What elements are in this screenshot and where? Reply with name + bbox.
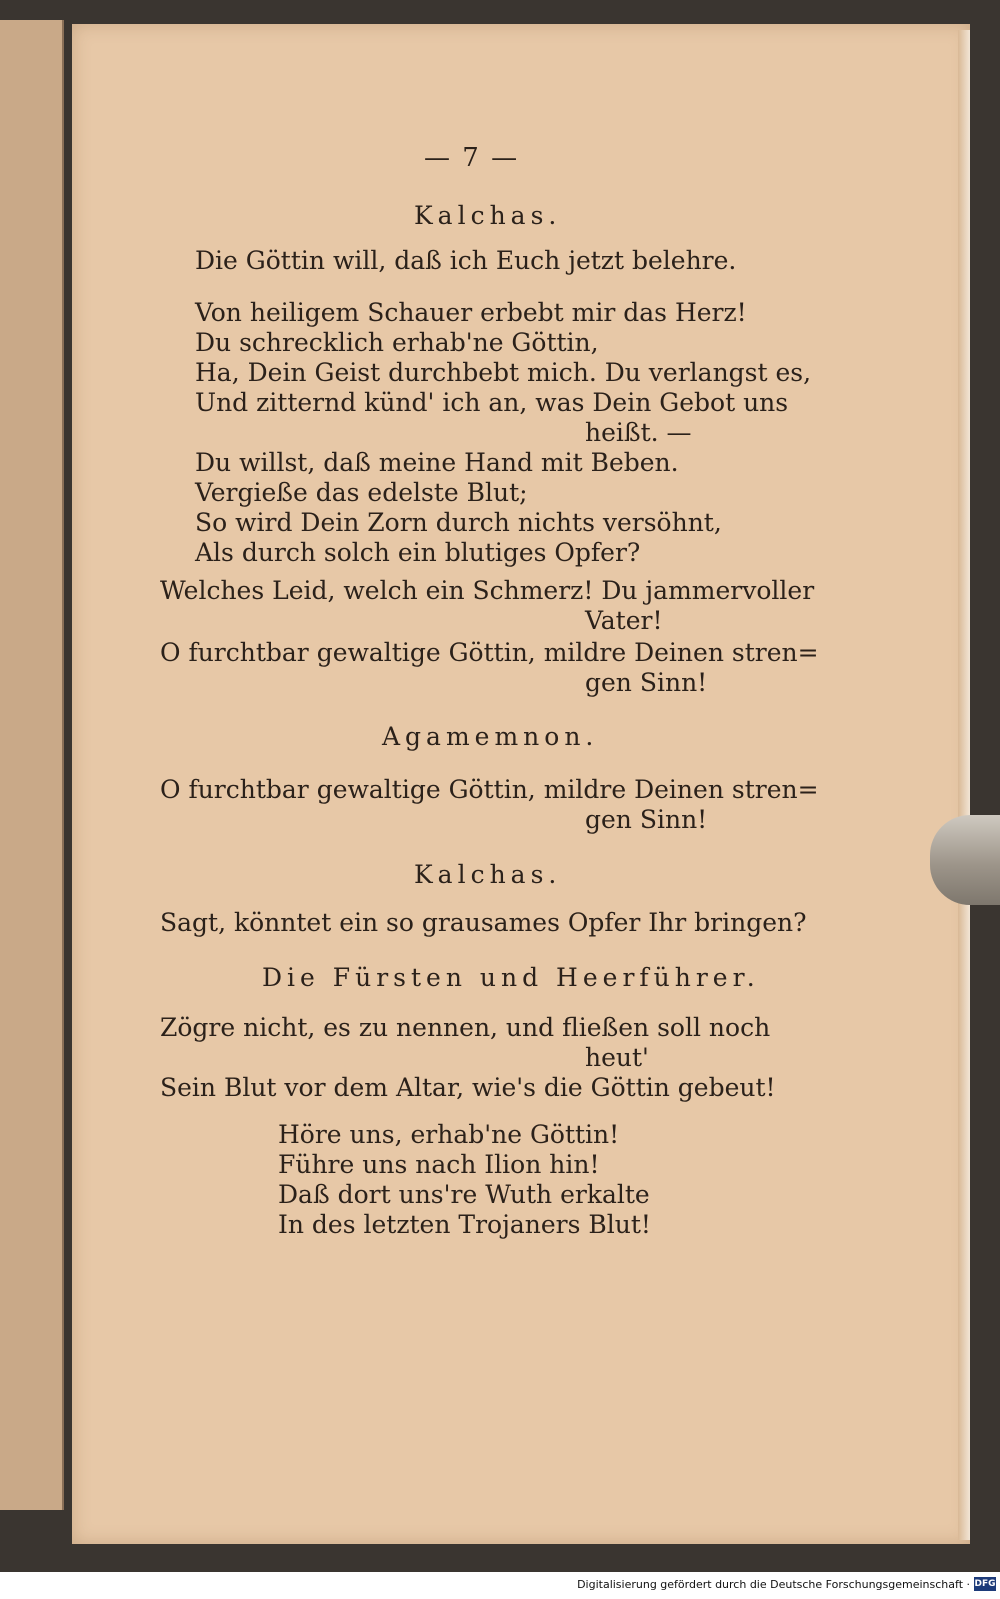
verse-line: Und zitternd künd' ich an, was Dein Gebot uns <box>195 388 789 417</box>
verse-line-continuation: heißt. — <box>585 418 692 447</box>
previous-page-edge <box>0 20 64 1510</box>
verse-line: Als durch solch ein blutiges Opfer? <box>195 538 641 567</box>
verse-line: Die Göttin will, daß ich Euch jetzt belehre. <box>195 246 737 275</box>
page-edge-stack <box>958 30 970 1540</box>
verse-line: Daß dort uns're Wuth erkalte <box>278 1180 650 1209</box>
verse-line: So wird Dein Zorn durch nichts versöhnt, <box>195 508 722 537</box>
verse-line: Führe uns nach Ilion hin! <box>278 1150 600 1179</box>
verse-line: Du schrecklich erhab'ne Göttin, <box>195 328 599 357</box>
verse-line: O furchtbar gewaltige Göttin, mildre Deinen stren= <box>160 775 819 804</box>
verse-line: Vergieße das edelste Blut; <box>195 478 528 507</box>
verse-line: Sein Blut vor dem Altar, wie's die Göttin gebeut! <box>160 1073 776 1102</box>
verse-line: In des letzten Trojaners Blut! <box>278 1210 651 1239</box>
digitization-credit: Digitalisierung gefördert durch die Deutsche Forschungsgemeinschaft · <box>577 1578 970 1591</box>
verse-line: Du willst, daß meine Hand mit Beben. <box>195 448 679 477</box>
verse-line: Sagt, könntet ein so grausames Opfer Ihr bringen? <box>160 908 807 937</box>
verse-line-continuation: gen Sinn! <box>585 668 708 697</box>
verse-line: Welches Leid, welch ein Schmerz! Du jammervoller <box>160 576 815 605</box>
verse-line: Höre uns, erhab'ne Göttin! <box>278 1120 620 1149</box>
speaker-name: Kalchas. <box>414 201 562 230</box>
dfg-logo: DFG <box>974 1579 996 1589</box>
verse-line-continuation: gen Sinn! <box>585 805 708 834</box>
speaker-name: Kalchas. <box>414 860 562 889</box>
verse-line: Ha, Dein Geist durchbebt mich. Du verlangst es, <box>195 358 812 387</box>
speaker-name: Agamemnon. <box>382 722 599 751</box>
verse-line-continuation: heut' <box>585 1043 649 1072</box>
verse-line: Von heiligem Schauer erbebt mir das Herz! <box>195 298 747 327</box>
page-number: — 7 — <box>424 143 520 173</box>
page-clip-tab <box>930 815 1000 905</box>
speaker-name: Die Fürsten und Heerführer. <box>262 963 760 992</box>
verse-line: O furchtbar gewaltige Göttin, mildre Deinen stren= <box>160 638 819 667</box>
verse-line-continuation: Vater! <box>585 606 663 635</box>
verse-line: Zögre nicht, es zu nennen, und fließen soll noch <box>160 1013 771 1042</box>
